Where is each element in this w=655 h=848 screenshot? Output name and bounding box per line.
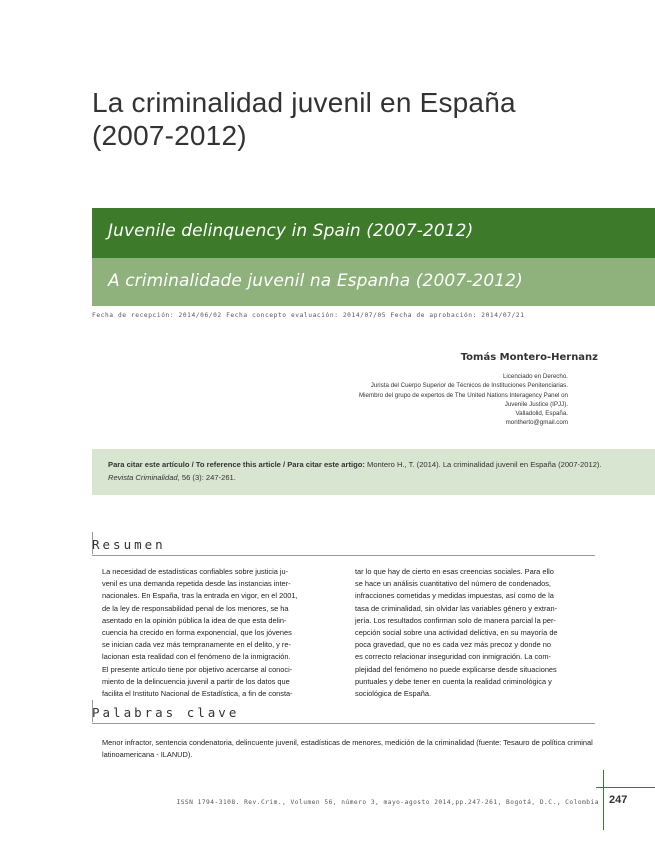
author-name: Tomás Montero-Hernanz [460, 352, 598, 363]
abstract-line: tasa de criminalidad, sin olvidar las variables género y extran- [355, 603, 558, 613]
abstract-line: se inician cada vez más tempranamente en el delito, y re- [102, 640, 291, 650]
resumen-heading: Resumen [92, 537, 166, 552]
abstract-line: es correcto relacionar inseguridad con inmigración. La com- [355, 652, 551, 662]
resumen-heading-rule [92, 532, 93, 554]
journal-footer: ISSN 1794-3108. Rev.Crim., Volumen 56, número 3, mayo-agosto 2014,pp.247-261, Bogotá, D.C., Colombia [176, 799, 599, 806]
english-title-band [92, 208, 655, 258]
portuguese-title-band [92, 258, 655, 306]
portuguese-title: A criminalidade juvenil na Espanha (2007-2012) [108, 271, 523, 291]
affiliation-line: Juvenile Justice (IPJJ). [504, 400, 568, 408]
abstract-line: infracciones cometidas y medidas impuestas, así como de la [355, 591, 554, 601]
abstract-line: jería. Los resultados confirman solo de manera parcial la per- [355, 615, 556, 625]
author-affiliation [268, 372, 568, 428]
english-title: Juvenile delinquency in Spain (2007-2012) [108, 221, 474, 241]
citation-label: Para citar este artículo / To reference this article / Para citar este artigo: [108, 460, 365, 469]
abstract-line: tar lo que hay de cierto en esas creencias sociales. Para ello [355, 567, 554, 576]
abstract-line: puntuales y debe tener en cuenta la realidad criminológica y [355, 676, 552, 686]
abstract-line: cuencia ha crecido en forma exponencial, que los jóvenes [102, 628, 292, 638]
keywords-heading: Palabras clave [92, 705, 240, 720]
citation-text [108, 458, 603, 484]
abstract-line: asentado en la opinión pública la idea de que esta delin- [102, 615, 287, 625]
title-line-2: (2007-2012) [92, 120, 247, 151]
citation-box [92, 449, 655, 495]
abstract-line: lacionan esta realidad con el fenómeno de la inmigración. [102, 652, 291, 662]
affiliation-line: Licenciado en Derecho. [502, 373, 568, 380]
submission-dates: Fecha de recepción: 2014/06/02 Fecha concepto evaluación: 2014/07/05 Fecha de aprobación: 2014/07/21 [92, 312, 525, 319]
abstract-column-2 [355, 566, 593, 700]
page-number-horizontal-rule [596, 787, 655, 788]
abstract-column-1 [102, 566, 340, 700]
article-title [92, 86, 612, 152]
abstract-line: sociológica de España. [355, 689, 432, 699]
page-number-vertical-rule [603, 770, 604, 830]
abstract-line: poca gravedad, que no es cada vez más precoz y donde no [355, 640, 551, 650]
abstract-line: venil es una demanda repetida desde las instancias inter- [102, 579, 291, 589]
abstract-line: plejidad del fenómeno no puede explicarse desde situaciones [355, 664, 557, 674]
citation-tail: , 56 (3): 247-261. [177, 473, 236, 482]
keywords-text: Menor infractor, sentencia condenatoria, delincuente juvenil, estadísticas de menores, medición de la criminalidad (fuente: Tesauro de política criminal latinoamericana - ILANUD). [102, 738, 593, 760]
citation-body: Montero H., T. (2014). La criminalidad juvenil en España (2007-2012). [364, 460, 602, 469]
keywords-heading-rule [92, 700, 93, 722]
abstract-line: facilita el Instituto Nacional de Estadística, a fin de consta- [102, 689, 293, 699]
abstract-line: nacionales. En España, tras la entrada en vigor, en el 2001, [102, 591, 298, 601]
keywords-heading-underline [92, 723, 595, 724]
affiliation-line: Jurista del Cuerpo Superior de Técnicos de Instituciones Penitenciarias. [370, 382, 568, 390]
author-email[interactable]: montherto@gmail.com [505, 419, 568, 427]
page-number: 247 [609, 794, 628, 806]
abstract-line: La necesidad de estadísticas confiables sobre justicia ju- [102, 567, 289, 576]
abstract-line: miento de la delincuencia juvenil a partir de los datos que [102, 676, 290, 686]
affiliation-line: Miembro del grupo de expertos de The United Nations Interagency Panel on [358, 391, 568, 399]
citation-journal: Revista Criminalidad [108, 473, 178, 482]
abstract-line: se hace un análisis cuantitativo del número de condenados, [355, 579, 551, 589]
resumen-heading-underline [92, 555, 595, 556]
title-line-1: La criminalidad juvenil en España [92, 87, 516, 118]
abstract-line: de la ley de responsabilidad penal de los menores, se ha [102, 603, 289, 613]
affiliation-line: Valladolid, España. [515, 410, 568, 418]
abstract-line: cepción social sobre una actividad delictiva, en su mayoría de [355, 628, 558, 638]
abstract-line: El presente artículo tiene por objetivo acercarse al conoci- [102, 664, 293, 674]
